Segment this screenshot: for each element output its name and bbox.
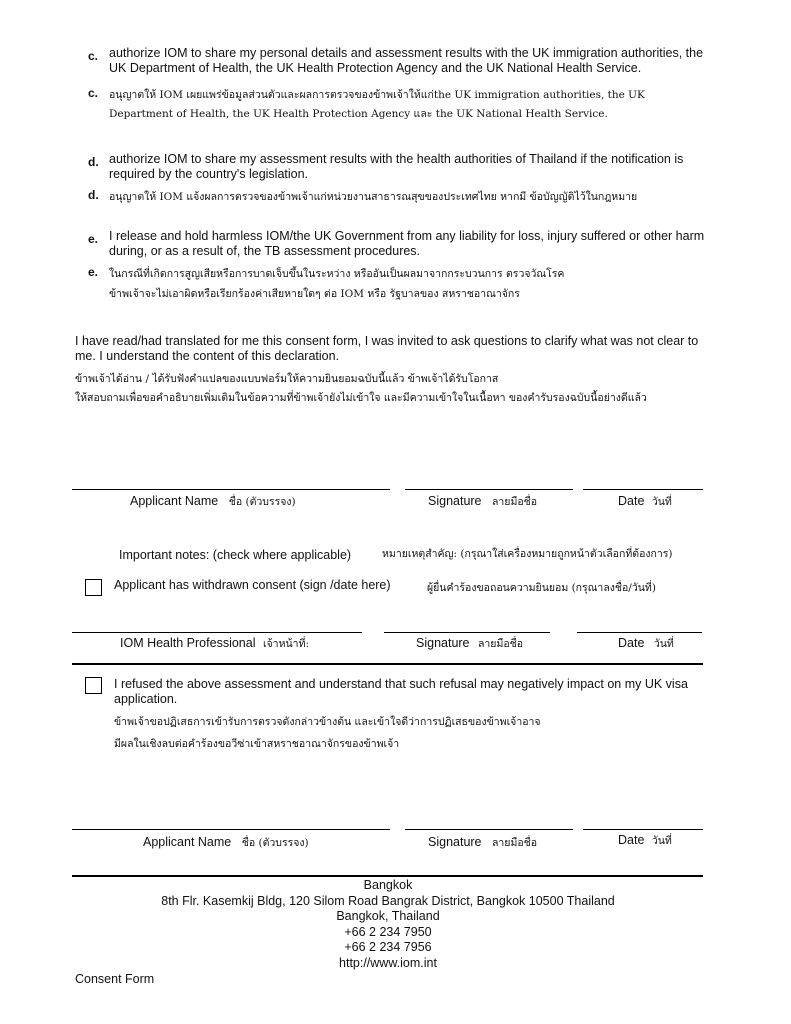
iom-professional-label: IOM Health Professional เจ้าหน้าที่:	[120, 636, 310, 650]
item-text-th-1: อนุญาตให้ IOM เผยแพร่ข้อมูลส่วนตัวและผลการตรวจของข้าพเจ้าให้แก่the UK immigration authorities, the UK	[109, 89, 645, 101]
item-text-th-1: อนุญาตให้ IOM แจ้งผลการตรวจของข้าพเจ้าแก่หน่วยงานสาธารณสุขของประเทศไทย หากมี ข้อบัญญัติไว้ในกฎหมาย	[109, 191, 638, 203]
footer-website[interactable]: http://www.iom.int	[339, 955, 437, 970]
refused-assessment-label: I refused the above assessment and understand that such refusal may negatively impact on my UK visa application.	[114, 677, 688, 706]
refused-assessment-th-2: มีผลในเชิงลบต่อคำร้องขอวีซ่าเข้าสหราชอาณาจักรของข้าพเจ้า	[114, 738, 400, 750]
refused-assessment-checkbox[interactable]	[85, 677, 102, 694]
declaration-en: I have read/had translated for me this consent form, I was invited to ask questions to clarify what was not clear to me. I understand the content of this declaration.	[75, 334, 699, 363]
item-letter: c.	[88, 49, 99, 63]
date-label: Date วันที่	[618, 636, 674, 650]
applicant-name-line[interactable]	[72, 829, 390, 830]
iom-professional-line[interactable]	[72, 632, 362, 633]
item-text-th-2: ข้าพเจ้าจะไม่เอาผิดหรือเรียกร้องค่าเสียหายใดๆ ต่อ IOM หรือ รัฐบาลของ สหราชอาณาจักร	[109, 288, 520, 300]
item-text-th-2: Department of Health, the UK Health Protection Agency และ the UK National Health Service.	[109, 108, 608, 120]
section-divider	[72, 663, 703, 665]
withdrawn-consent-label: Applicant has withdrawn consent (sign /date here)	[114, 578, 391, 592]
applicant-name-label: Applicant Name ชื่อ (ตัวบรรจง)	[143, 835, 309, 849]
item-text-th-1: ในกรณีที่เกิดการสูญเสียหรือการบาดเจ็บขึ้นในระหว่าง หรืออันเป็นผลมาจากกระบวนการ ตรวจวัณโรค	[109, 268, 565, 280]
item-text-en: authorize IOM to share my personal details and assessment results with the UK immigration authorities, the UK Department of Health, the UK Health Protection Agency and the UK National Health Service.	[109, 46, 704, 75]
signature-line[interactable]	[405, 829, 573, 830]
item-letter: e.	[88, 232, 99, 246]
footer-phone-2: +66 2 234 7956	[344, 940, 432, 954]
withdrawn-consent-checkbox[interactable]	[85, 579, 102, 596]
signature-line[interactable]	[384, 632, 550, 633]
footer-street: 8th Flr. Kasemkij Bldg, 120 Silom Road Bangrak District, Bangkok 10500 Thailand	[161, 893, 615, 908]
item-letter-th: e.	[88, 265, 99, 279]
applicant-name-line[interactable]	[72, 489, 390, 490]
date-line[interactable]	[577, 632, 702, 633]
form-name: Consent Form	[75, 972, 155, 986]
signature-label: Signature ลายมือชื่อ	[428, 494, 538, 508]
item-text-en: authorize IOM to share my assessment results with the health authorities of Thailand if the notification is required by the country's legislation.	[109, 152, 684, 181]
date-label: Date วันที่	[618, 833, 672, 847]
footer-phone-1: +66 2 234 7950	[344, 924, 432, 939]
item-letter-th: c.	[88, 86, 99, 100]
refused-assessment-th-1: ข้าพเจ้าขอปฏิเสธการเข้ารับการตรวจดังกล่าวข้างต้น และเข้าใจดีว่าการปฏิเสธของข้าพเจ้าอาจ	[114, 716, 541, 728]
footer-address	[100, 878, 676, 971]
declaration-th-1: ข้าพเจ้าได้อ่าน / ได้รับฟังคำแปลของแบบฟอร์มให้ความยินยอมฉบับนี้แล้ว ข้าพเจ้าได้รับโอกาส	[75, 373, 499, 385]
footer-city: Bangkok	[363, 878, 413, 892]
withdrawn-consent-label-th: ผู้ยื่นคำร้องขอถอนความยินยอม (กรุณาลงชื่อ/วันที่)	[427, 582, 656, 594]
declaration-th-2: ให้สอบถามเพื่อขอคำอธิบายเพิ่มเติมในข้อความที่ข้าพเจ้ายังไม่เข้าใจ และมีความเข้าใจในเนื้อหา ของคำรับรองฉบับนี้อย่างดีแล้ว	[75, 392, 647, 404]
item-letter-th: d.	[88, 188, 99, 202]
important-notes-th: หมายเหตุสำคัญ: (กรุณาใส่เครื่องหมายถูกหน้าตัวเลือกที่ต้องการ)	[382, 548, 673, 560]
important-notes: Important notes: (check where applicable)	[119, 548, 352, 562]
footer-divider	[72, 875, 703, 877]
item-text-en: I release and hold harmless IOM/the UK Government from any liability for loss, injury suffered or other harm during, or as a result of, the TB assessment procedures.	[109, 229, 705, 258]
footer-region: Bangkok, Thailand	[336, 909, 440, 923]
date-line[interactable]	[583, 829, 703, 830]
applicant-name-label: Applicant Name ชื่อ (ตัวบรรจง)	[130, 494, 296, 508]
item-letter: d.	[88, 155, 99, 169]
signature-label: Signature ลายมือชื่อ	[428, 835, 538, 849]
date-line[interactable]	[583, 489, 703, 490]
signature-label: Signature ลายมือชื่อ	[416, 636, 524, 650]
signature-line[interactable]	[405, 489, 573, 490]
date-label: Date วันที่	[618, 494, 672, 508]
